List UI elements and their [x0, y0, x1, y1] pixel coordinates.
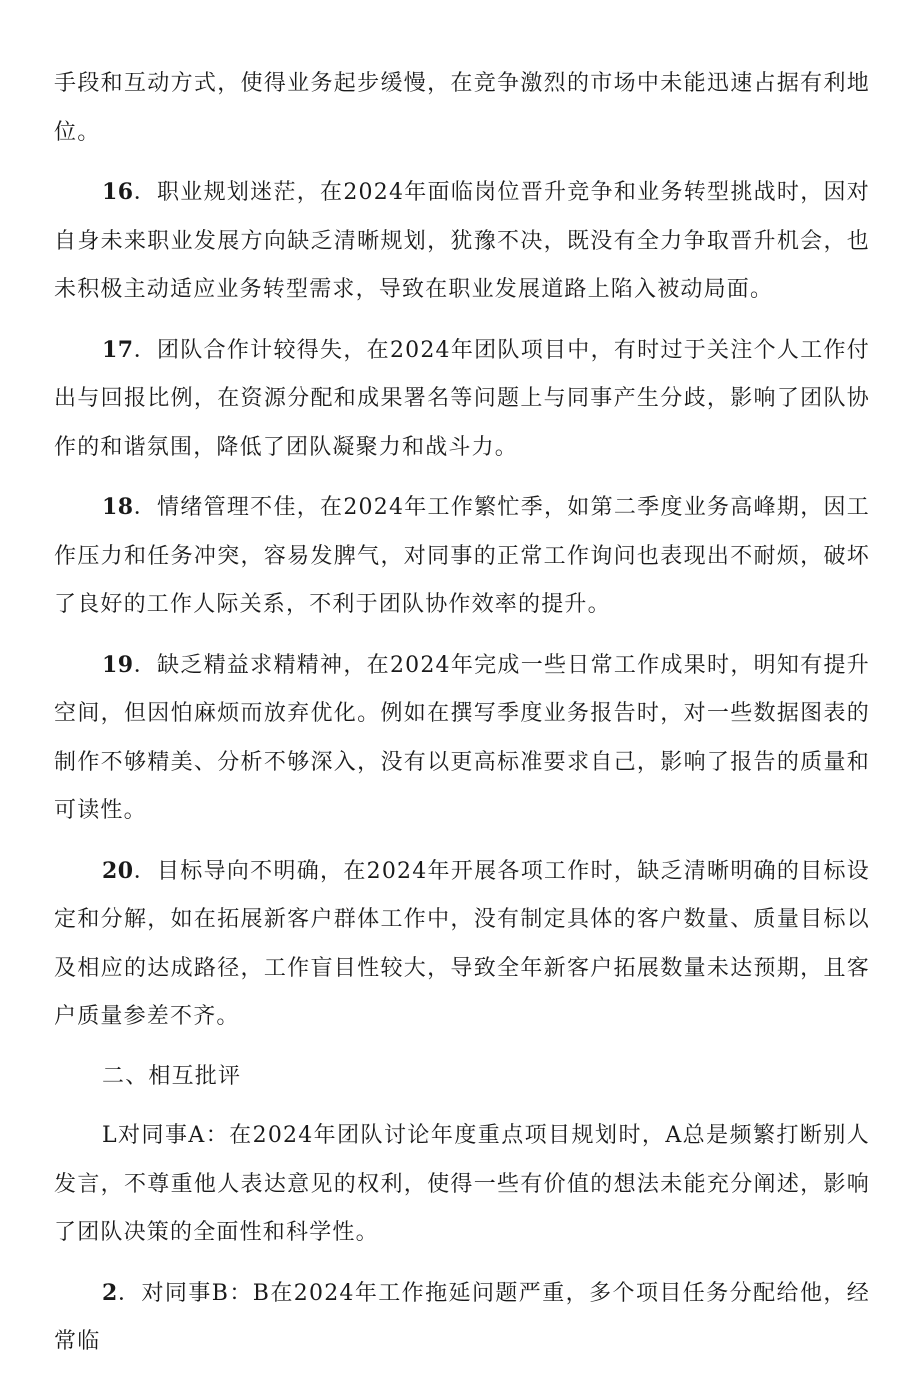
item-number: 17: [102, 336, 134, 363]
item-text: ．团队合作计较得失，在2024年团队项目中，有时过于关注个人工作付出与回报比例，在资源分配和成果署名等问题上与同事产生分歧，影响了团队协作的和谐氛围，降低了团队凝聚力和战斗力。: [54, 337, 870, 460]
criticism-item-2: [54, 1269, 870, 1367]
list-item-18: [54, 483, 870, 630]
item-number: L: [102, 1123, 118, 1148]
item-text: ．目标导向不明确，在2024年开展各项工作时，缺乏清晰明确的目标设定和分解，如在拓展新客户群体工作中，没有制定具体的客户数量、质量目标以及相应的达成路径，工作盲目性较大，导致全年新客户拓展数量未达预期，且客户质量参差不齐。: [54, 858, 870, 1029]
list-item-16: [54, 168, 870, 315]
criticism-item-1: [54, 1112, 870, 1258]
item-text: 对同事A：在2024年团队讨论年度重点项目规划时，A总是频繁打断别人发言，不尊重他人表达意见的权利，使得一些有价值的想法未能充分阐述，影响了团队决策的全面性和科学性。: [54, 1123, 870, 1245]
list-item-20: [54, 847, 870, 1042]
item-text: ．对同事B：B在2024年工作拖延问题严重，多个项目任务分配给他，经常临: [54, 1280, 870, 1354]
continuation-paragraph: 手段和互动方式，使得业务起步缓慢，在竞争激烈的市场中未能迅速占据有利地位。: [54, 71, 870, 145]
item-text: ．缺乏精益求精精神，在2024年完成一些日常工作成果时，明知有提升空间，但因怕麻烦而放弃优化。例如在撰写季度业务报告时，对一些数据图表的制作不够精美、分析不够深入，没有以更高标准要求自己，影响了报告的质量和可读性。: [54, 652, 870, 823]
document-page: [54, 60, 870, 1378]
item-number: 19: [102, 651, 134, 678]
section-heading: 二、相互批评: [102, 1063, 242, 1089]
item-text: ．情绪管理不佳，在2024年工作繁忙季，如第二季度业务高峰期，因工作压力和任务冲突，容易发脾气，对同事的正常工作询问也表现出不耐烦，破坏了良好的工作人际关系，不利于团队协作效率的提升。: [54, 495, 870, 617]
item-number: 20: [102, 857, 134, 884]
list-item-17: [54, 326, 870, 473]
item-text: ．职业规划迷茫，在2024年面临岗位晋升竞争和业务转型挑战时，因对自身未来职业发展方向缺乏清晰规划，犹豫不决，既没有全力争取晋升机会，也未积极主动适应业务转型需求，导致在职业发展道路上陷入被动局面。: [54, 180, 870, 302]
item-number: 16: [102, 179, 134, 205]
item-number: 2: [102, 1279, 118, 1306]
list-item-19: [54, 641, 870, 836]
item-number: 18: [102, 494, 134, 520]
